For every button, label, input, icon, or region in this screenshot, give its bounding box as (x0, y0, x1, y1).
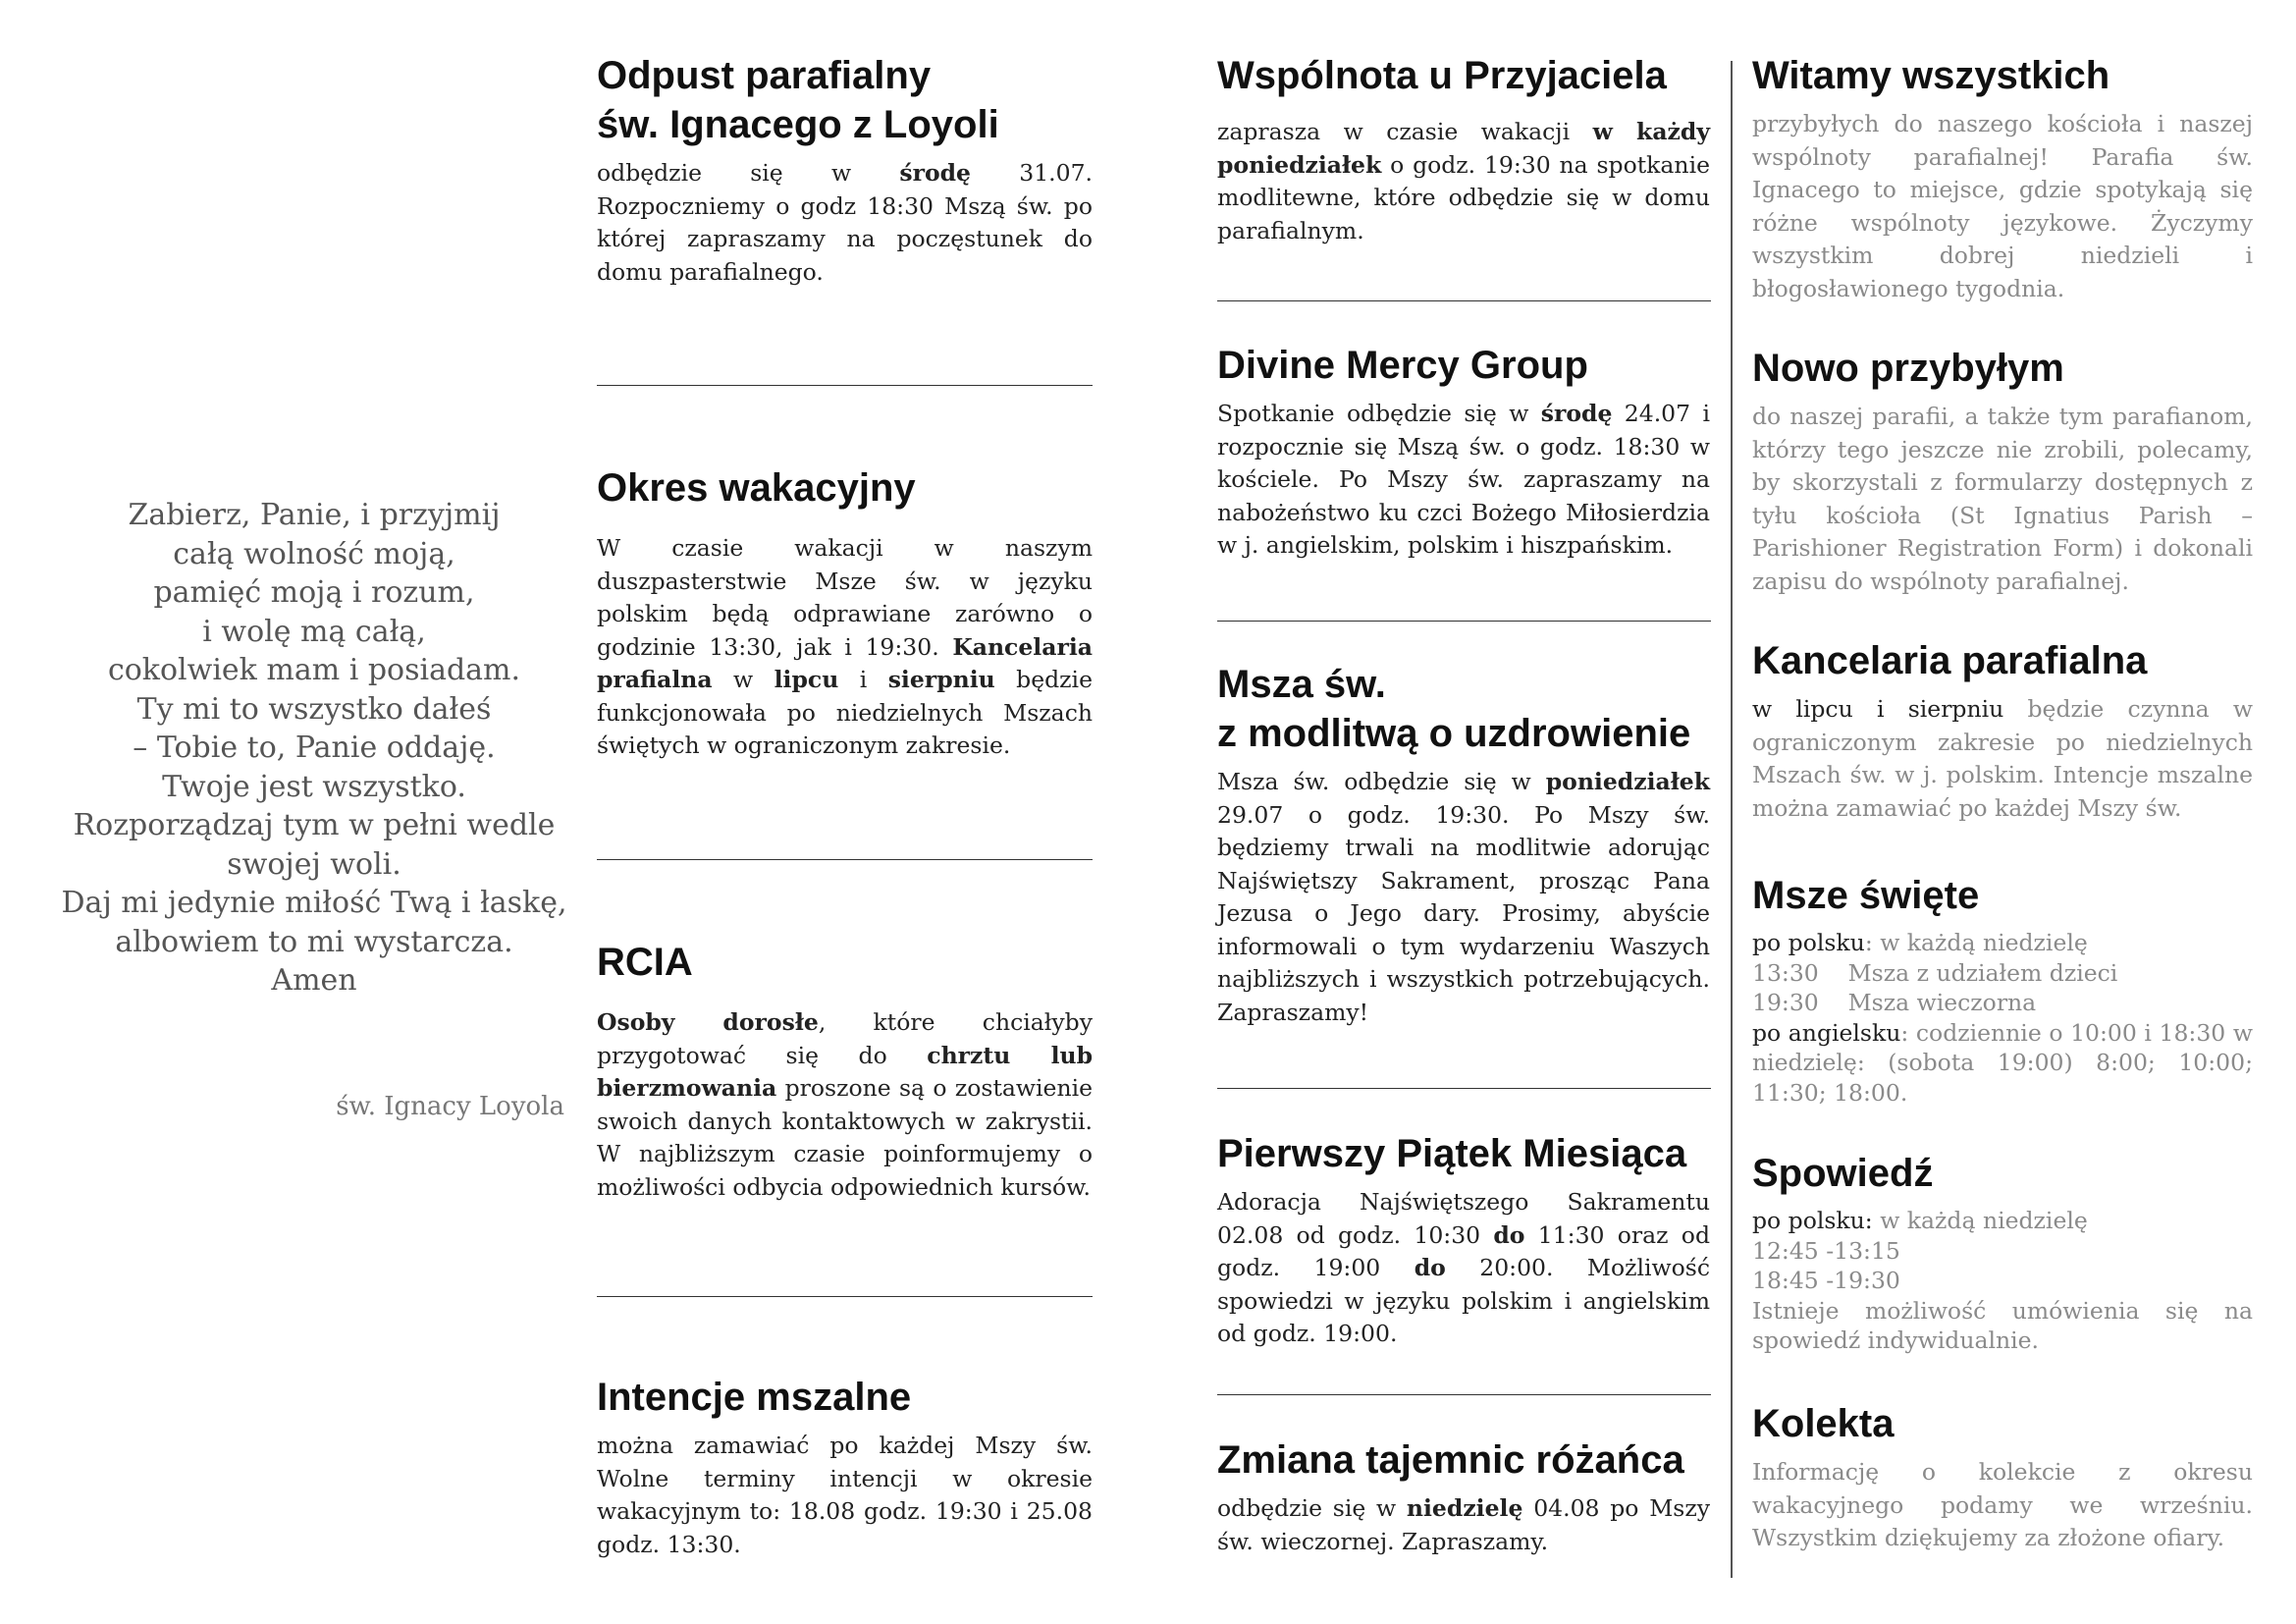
prayer-line: Rozporządzaj tym w pełni wedle (73, 808, 556, 842)
section-body: Spotkanie odbędzie się w środę 24.07 i rozpocznie się Mszą św. o godz. 18:30 w kościele. Po Mszy św. zapraszamy na nabożeństwo ku czci Bożego Miłosierdzia w j. angielskim, polskim i hiszpańskim. (1217, 400, 1710, 559)
section-mercy (1217, 341, 1718, 563)
section-title: Divine Mercy Group (1217, 344, 1588, 387)
prayer-author: św. Ignacy Loyola (336, 1092, 564, 1121)
divider (1217, 621, 1711, 622)
prayer-line: pamięć moją i rozum, (153, 575, 475, 610)
section-body: Msza św. odbędzie się w poniedziałek 29.07 o godz. 19:30. Po Mszy św. będziemy trwali na modlitwie adorując Najświętszy Sakrament, prosząc Pana Jezusa o Jego dary. Prosimy, abyście informowali o tym wydarzeniu Waszych najbliższych i wszystkich potrzebujących. Zapraszamy! (1217, 768, 1710, 1026)
section-rcia (597, 938, 1093, 1204)
divider (1217, 1394, 1711, 1395)
section-wakacje (597, 463, 1093, 763)
prayer-line: i wolę mą całą, (202, 614, 426, 649)
section-wspolnota (1217, 51, 1718, 247)
divider (597, 859, 1093, 860)
prayer-line: Amen (271, 963, 357, 998)
prayer-text (59, 496, 569, 1001)
prayer-line: Zabierz, Panie, i przyjmij (128, 498, 501, 532)
section-body: po polsku: w każdą niedzielę 13:30 Msza z udziałem dzieci 19:30 Msza wieczorna po angielsku: codziennie o 10:00 i 18:30 w niedzielę: (sobota 19:00) 8:00; 10:00; 11:30; 18:00. (1752, 929, 2253, 1107)
divider (597, 385, 1093, 386)
section-body: odbędzie się w środę 31.07. Rozpoczniemy o godz 18:30 Mszą św. po której zapraszamy na poczęstunek do domu parafialnego. (597, 159, 1094, 286)
section-title: Spowiedź (1752, 1152, 1934, 1195)
divider (1217, 300, 1711, 301)
section-title: Nowo przybyłym (1752, 347, 2064, 390)
prayer-line: albowiem to mi wystarcza. (115, 924, 513, 959)
section-uzdrowienie (1217, 660, 1718, 1029)
prayer-line: całą wolność moją, (173, 536, 455, 571)
section-odpust (597, 51, 1093, 289)
section-title: Odpust parafialny św. Ignacego z Loyoli (597, 54, 999, 146)
section-msze (1752, 871, 2253, 1108)
section-body: zaprasza w czasie wakacji w każdy poniedziałek o godz. 19:30 na spotkanie modlitewne, które odbędzie się w domu parafialnym. (1217, 118, 1710, 244)
prayer-line: Twoje jest wszystko. (162, 769, 466, 804)
section-title: Zmiana tajemnic różańca (1217, 1438, 1684, 1482)
section-body: Osoby dorosłe, które chciałyby przygotować się do chrztu lub bierzmowania proszone są o zostawienie swoich danych kontaktowych w zakrystii. W najbliższym czasie poinformujemy o możliwości odbycia odpowiednich kursów. (597, 1008, 1094, 1201)
section-spowiedz (1752, 1149, 2253, 1356)
section-body: przybyłych do naszego kościoła i naszej wspólnoty parafialnej! Parafia św. Ignacego to miejsce, gdzie spotykają się różne wspólnoty językowe. Życzymy wszystkim dobrej niedzieli i błogosławionego tygodnia. (1752, 110, 2253, 302)
section-kolekta (1752, 1399, 2253, 1555)
section-nowo (1752, 344, 2253, 598)
section-title: Pierwszy Piątek Miesiąca (1217, 1132, 1687, 1175)
section-body: Informację o kolekcie z okresu wakacyjnego podamy we wrześniu. Wszystkim dziękujemy za złożone ofiary. (1752, 1458, 2253, 1551)
prayer-line: Ty mi to wszystko dałeś (136, 691, 492, 727)
column-divider (1731, 61, 1733, 1578)
section-body: Adoracja Najświętszego Sakramentu 02.08 od godz. 10:30 do 11:30 oraz od godz. 19:00 do 20:00. Możliwość spowiedzi w języku polskim i angielskim od godz. 19:00. (1217, 1188, 1710, 1347)
section-body: można zamawiać po każdej Mszy św. Wolne terminy intencji w okresie wakacyjnym to: 18.08 godz. 19:30 i 25.08 godz. 13:30. (597, 1432, 1093, 1558)
section-body: odbędzie się w niedzielę 04.08 po Mszy św. wieczornej. Zapraszamy. (1217, 1494, 1711, 1555)
section-witamy (1752, 51, 2253, 305)
section-intencje (597, 1373, 1093, 1561)
prayer-line: swojej woli. (227, 846, 401, 882)
section-title: Kancelaria parafialna (1752, 639, 2148, 682)
section-title: Msze święte (1752, 874, 1980, 917)
divider (597, 1296, 1093, 1297)
section-body: po polsku: w każdą niedzielę 12:45 -13:15 18:45 -19:30 Istnieje możliwość umówienia się na spowiedź indywidualnie. (1752, 1207, 2253, 1354)
section-title: RCIA (597, 941, 693, 984)
section-title: Witamy wszystkich (1752, 54, 2110, 97)
section-body: W czasie wakacji w naszym duszpasterstwie Msze św. w języku polskim będą odprawiane zarówno o godzinie 13:30, jak i 19:30. Kancelaria prafialna w lipcu i sierpniu będzie funkcjonowała po niedzielnych Mszach świętych w ograniczonym zakresie. (597, 534, 1093, 759)
section-body: do naszej parafii, a także tym parafianom, którzy tego jeszcze nie zrobili, polecamy, by skorzystali z formularzy dostępnych z tyłu kościoła (St Ignatius Parish – Parishioner Registration Form) i dokonali zapisu do wspólnoty parafialnej. (1752, 403, 2253, 595)
section-title: Msza św. z modlitwą o uzdrowienie (1217, 663, 1691, 755)
section-body: w lipcu i sierpniu będzie czynna w ograniczonym zakresie po niedzielnych Mszach św. w j. polskim. Intencje mszalne można zamawiać po każdej Mszy św. (1752, 695, 2253, 822)
prayer-line: – Tobie to, Panie oddaję. (133, 731, 496, 765)
prayer-line: Daj mi jedynie miłość Twą i łaskę, (61, 886, 567, 920)
divider (1217, 1088, 1711, 1089)
section-title: Okres wakacyjny (597, 466, 916, 510)
section-title: Wspólnota u Przyjaciela (1217, 54, 1667, 97)
section-rozaniec (1217, 1435, 1718, 1558)
prayer-line: cokolwiek mam i posiadam. (107, 653, 521, 687)
section-title: Intencje mszalne (597, 1376, 912, 1419)
section-kancelaria (1752, 636, 2253, 825)
section-title: Kolekta (1752, 1402, 1895, 1445)
section-piatek (1217, 1129, 1718, 1351)
